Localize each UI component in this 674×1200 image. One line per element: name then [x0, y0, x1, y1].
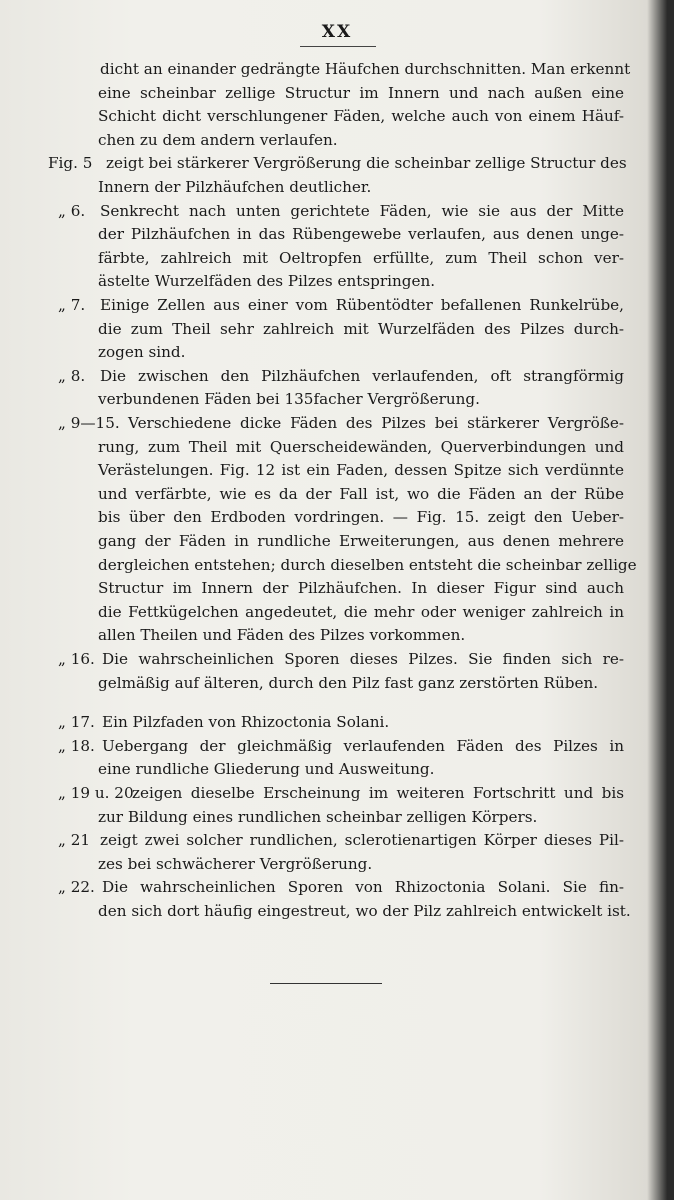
entry-line: zeigen dieselbe Erscheinung im weiteren Fortschritt und bis — [132, 784, 624, 802]
figure-label: „ 18. — [58, 736, 95, 755]
entry-line: Ein Pilzfaden von Rhizoctonia Solani. — [102, 713, 390, 732]
entry-line: die Fettkügelchen angedeutet, die mehr oder weniger zahlreich in — [98, 602, 624, 621]
figure-label: „ 19 u. 20 — [58, 784, 134, 802]
entry-line: die zum Theil sehr zahlreich mit Wurzelfäden des Pilzes durch- — [98, 319, 624, 338]
intro-line: dicht an einander gedrängte Häufchen durchschnitten. Man erkennt — [100, 60, 631, 78]
figure-label: Fig. 5 — [48, 154, 93, 173]
figure-label: „ 9—15. — [58, 414, 120, 432]
entry-line: Verschiedene dicke Fäden des Pilzes bei stärkerer Vergröße- — [128, 414, 624, 432]
intro-line: Schicht dicht verschlungener Fäden, welche auch von einem Häuf- — [98, 107, 624, 126]
entry-line: eine rundliche Gliederung und Ausweitung. — [98, 760, 435, 779]
entry-line: Die wahrscheinlichen Sporen von Rhizoctonia Solani. Sie fin- — [102, 878, 624, 897]
entry-line: zes bei schwächerer Vergrößerung. — [98, 854, 373, 873]
intro-line: chen zu dem andern verlaufen. — [98, 130, 338, 149]
entry-line: Structur im Innern der Pilzhäufchen. In dieser Figur sind auch — [98, 579, 624, 598]
figure-label: „ 21 — [58, 831, 91, 850]
entry-line: dergleichen entstehen; durch dieselben entsteht die scheinbar zellige — [98, 555, 637, 574]
entry-line: färbte, zahlreich mit Oeltropfen erfüllte, zum Theil schon ver- — [98, 248, 624, 267]
figure-label: „ 17. — [58, 713, 95, 732]
entry-line: verbundenen Fäden bei 135facher Vergrößerung. — [98, 390, 480, 409]
entry-line: Innern der Pilzhäufchen deutlicher. — [98, 178, 372, 196]
entry-line: allen Theilen und Fäden des Pilzes vorkommen. — [98, 626, 466, 645]
entry-line: ästelte Wurzelfäden des Pilzes entspringen. — [98, 272, 436, 291]
header-rule — [300, 46, 376, 47]
entry-line: Die zwischen den Pilzhäufchen verlaufenden, oft strangförmig — [100, 366, 624, 385]
figure-label: „ 7. — [58, 296, 86, 314]
page-number: XX — [321, 22, 353, 42]
entry-line: den sich dort häufig eingestreut, wo der Pilz zahlreich entwickelt ist. — [98, 902, 631, 920]
entry-line: zur Bildung eines rundlichen scheinbar zelligen Körpers. — [98, 807, 538, 826]
entry-line: bis über den Erdboden vordringen. — Fig. 15. zeigt den Ueber- — [98, 508, 624, 527]
figure-label: „ 22. — [58, 878, 95, 897]
entry-line: der Pilzhäufchen in das Rübengewebe verlaufen, aus denen unge- — [98, 225, 624, 244]
entry-line: zeigt bei stärkerer Vergrößerung die scheinbar zellige Structur des — [106, 154, 627, 173]
entry-line: Senkrecht nach unten gerichtete Fäden, wie sie aus der Mitte — [100, 201, 624, 220]
entry-line: Die wahrscheinlichen Sporen dieses Pilzes. Sie finden sich re- — [102, 650, 624, 668]
entry-line: Einige Zellen aus einer vom Rübentödter befallenen Runkelrübe, — [100, 296, 624, 314]
entry-line: Uebergang der gleichmäßig verlaufenden Fäden des Pilzes in — [102, 736, 624, 755]
figure-label: „ 6. — [58, 201, 86, 220]
figure-label: „ 8. — [58, 366, 86, 385]
entry-line: gelmäßig auf älteren, durch den Pilz fast ganz zerstörten Rüben. — [98, 673, 599, 692]
entry-line: und verfärbte, wie es da der Fall ist, wo die Fäden an der Rübe — [98, 484, 624, 503]
entry-line: Verästelungen. Fig. 12 ist ein Faden, dessen Spitze sich verdünnte — [98, 461, 624, 480]
entry-line: zeigt zwei solcher rundlichen, sclerotienartigen Körper dieses Pil- — [100, 831, 624, 850]
figure-label: „ 16. — [58, 650, 95, 668]
entry-line: gang der Fäden in rundliche Erweiterungen, aus denen mehrere — [98, 532, 624, 550]
entry-line: zogen sind. — [98, 343, 186, 362]
entry-line: rung, zum Theil mit Querscheidewänden, Querverbindungen und — [98, 437, 624, 456]
intro-line: eine scheinbar zellige Structur im Innern und nach außen eine — [98, 83, 624, 102]
closing-rule — [270, 983, 382, 984]
